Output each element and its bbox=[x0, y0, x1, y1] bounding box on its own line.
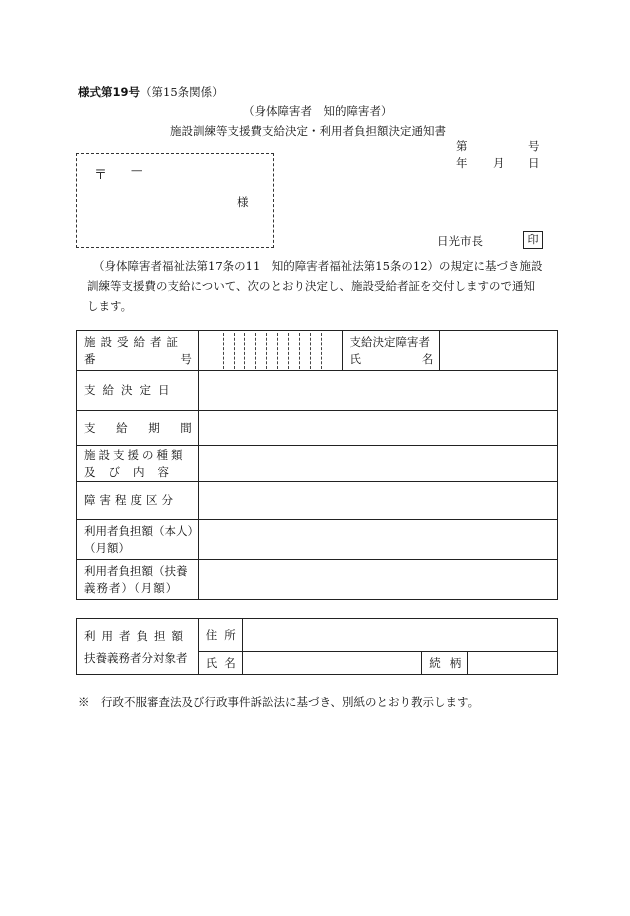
guardian-table bbox=[76, 618, 558, 675]
issuer-name: 日光市長 bbox=[437, 234, 483, 248]
user-burden-guardian-input[interactable] bbox=[198, 560, 557, 600]
user-burden-self-label-cell bbox=[77, 520, 199, 560]
guardian-address-label-cell bbox=[198, 619, 242, 652]
form-number-main: 様式第19号 bbox=[78, 85, 141, 99]
paragraph-line-2: 訓練等支援費の支給について、次のとおり決定し、施設受給者証を交付しますので通知 bbox=[87, 279, 536, 293]
number-dai: 第 bbox=[456, 139, 468, 153]
disability-level-label-cell bbox=[77, 482, 199, 520]
decision-table bbox=[76, 330, 558, 600]
table-row bbox=[77, 331, 558, 371]
postal-mark: 〒 bbox=[94, 168, 108, 183]
support-type-input[interactable] bbox=[198, 446, 557, 482]
support-type-label-cell bbox=[77, 446, 199, 482]
recipient-name-input[interactable] bbox=[440, 331, 558, 371]
user-burden-self-label-2: （月額） bbox=[84, 540, 130, 555]
cert-number-input[interactable] bbox=[198, 331, 342, 371]
form-number bbox=[78, 84, 224, 100]
category-label: （身体障害者 知的障害者） bbox=[243, 104, 393, 118]
date-year: 年 bbox=[456, 156, 468, 170]
table-row bbox=[77, 482, 558, 520]
period-input[interactable] bbox=[198, 411, 557, 446]
table-row bbox=[77, 520, 558, 560]
form-number-ref: （第15条関係） bbox=[140, 85, 224, 99]
table-row bbox=[77, 446, 558, 482]
guardian-relation-input[interactable] bbox=[468, 652, 558, 675]
disability-level-label: 障害程度区分 bbox=[84, 493, 177, 507]
table-row bbox=[77, 411, 558, 446]
date-day: 日 bbox=[528, 156, 540, 170]
cert-number-digit-boxes bbox=[213, 333, 332, 369]
support-type-label-2: 及び内容 bbox=[84, 464, 182, 479]
number-go: 号 bbox=[528, 139, 540, 153]
guardian-name-label: 氏 名 bbox=[205, 655, 236, 670]
guardian-relation-label-cell bbox=[422, 652, 468, 675]
recipient-label-2: 氏 名 bbox=[349, 351, 434, 366]
decision-date-input[interactable] bbox=[198, 371, 557, 411]
guardian-label-cell bbox=[77, 619, 199, 675]
user-burden-guardian-label-2: 義務者）（月額） bbox=[84, 580, 179, 595]
recipient-label-1: 支給決定障害者 bbox=[349, 334, 430, 349]
date-month: 月 bbox=[493, 156, 505, 170]
table-row bbox=[77, 560, 558, 600]
document-title: 施設訓練等支援費支給決定・利用者負担額決定通知書 bbox=[170, 124, 446, 138]
cert-number-label-1: 施設受給者証 bbox=[84, 334, 183, 349]
paragraph-line-3: します。 bbox=[87, 299, 133, 313]
period-label: 支 給 期 間 bbox=[84, 420, 192, 435]
user-burden-guardian-label-cell bbox=[77, 560, 199, 600]
cert-number-label-cell bbox=[77, 331, 199, 371]
guardian-label-2: 扶養義務者分対象者 bbox=[84, 650, 188, 665]
footnote: ※ 行政不服審査法及び行政事件訴訟法に基づき、別紙のとおり教示します。 bbox=[78, 695, 480, 709]
notice-paragraph bbox=[88, 256, 558, 316]
postal-dash: — bbox=[131, 163, 143, 177]
user-burden-guardian-label-1: 利用者負担額（扶養 bbox=[84, 563, 188, 578]
disability-level-input[interactable] bbox=[198, 482, 557, 520]
paragraph-line-1: （身体障害者福祉法第17条の11 知的障害者福祉法第15条の12）の規定に基づき施設 bbox=[93, 259, 543, 273]
cert-number-label-2: 番 号 bbox=[84, 351, 192, 366]
recipient-label-cell bbox=[342, 331, 440, 371]
decision-date-label: 支給決定日 bbox=[84, 383, 177, 397]
guardian-address-input[interactable] bbox=[242, 619, 557, 652]
support-type-label-1: 施設支援の種類 bbox=[84, 447, 186, 462]
period-label-cell bbox=[77, 411, 199, 446]
table-row bbox=[77, 619, 558, 652]
guardian-address-label: 住 所 bbox=[205, 627, 236, 642]
address-box[interactable] bbox=[76, 153, 274, 248]
honorific-sama: 様 bbox=[237, 195, 249, 209]
seal-stamp: 印 bbox=[523, 231, 543, 249]
guardian-name-label-cell bbox=[198, 652, 242, 675]
user-burden-self-label-1: 利用者負担額（本人） bbox=[84, 523, 199, 538]
guardian-relation-label: 続 柄 bbox=[429, 655, 462, 670]
guardian-name-input[interactable] bbox=[242, 652, 422, 675]
guardian-label-1: 利用者負担額 bbox=[84, 628, 189, 643]
decision-date-label-cell bbox=[77, 371, 199, 411]
table-row bbox=[77, 371, 558, 411]
user-burden-self-input[interactable] bbox=[198, 520, 557, 560]
